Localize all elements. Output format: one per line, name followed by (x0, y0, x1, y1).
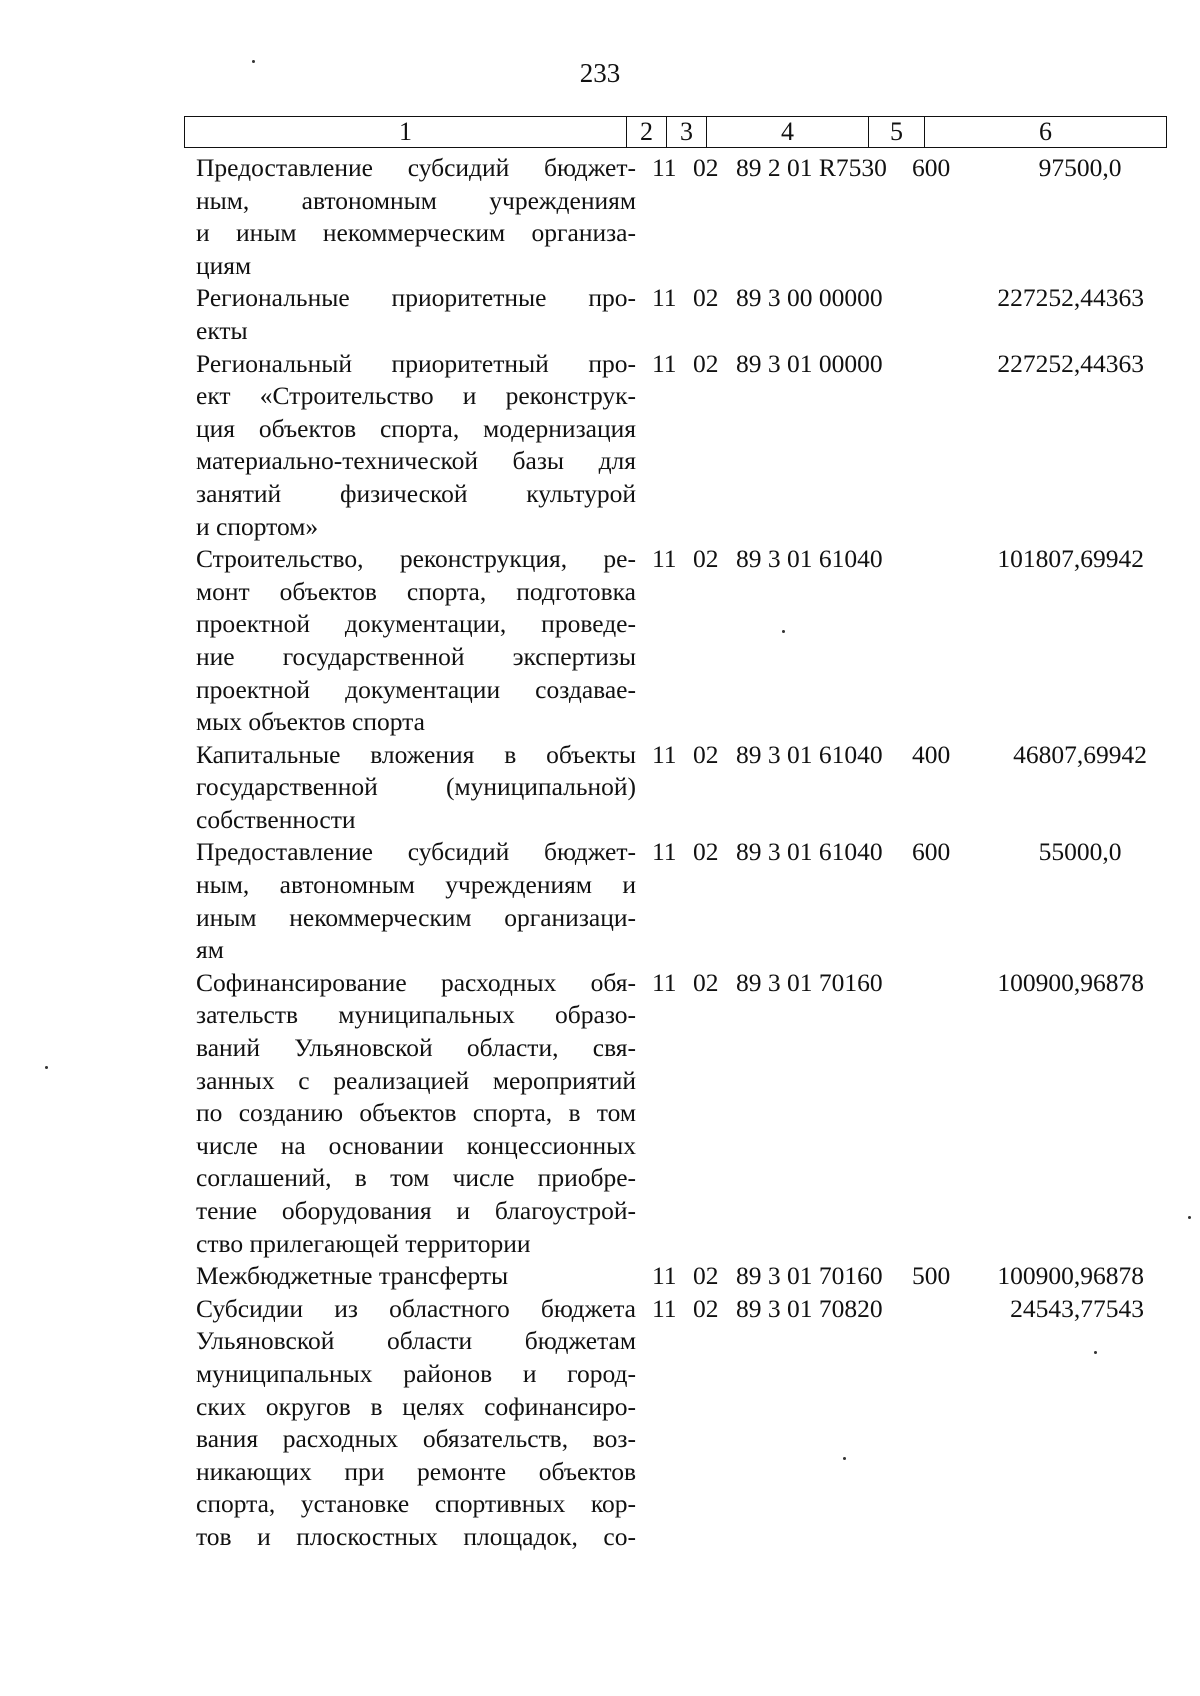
description-line: зательств муниципальных образо- (196, 1000, 636, 1030)
description-line: циям (196, 250, 252, 280)
table-row (0, 348, 1200, 544)
description-line: по созданию объектов спорта, в том (196, 1098, 636, 1128)
description-line: ние государственной экспертизы (196, 641, 636, 671)
description-line: соглашений, в том числе приобре- (196, 1163, 636, 1193)
description-line: монт объектов спорта, подготовка (196, 576, 636, 606)
scan-speck (843, 1457, 846, 1460)
description-line: Софинансирование расходных обя- (196, 967, 636, 997)
row-section: 11 (652, 348, 677, 378)
description-line: ваний Ульяновской области, свя- (196, 1033, 636, 1063)
row-description (196, 543, 636, 739)
description-line: вания расходных обязательств, воз- (196, 1424, 636, 1454)
row-expense-type: 600 (912, 153, 951, 182)
description-line: ект «Строительство и реконструк- (196, 381, 636, 411)
row-target-article: 89 3 01 70820 (736, 1293, 883, 1323)
description-line: собственности (196, 804, 356, 834)
scan-speck (782, 630, 785, 633)
row-amount: 100900,96878 (997, 1261, 1144, 1291)
description-line: проектной документации, проведе- (196, 609, 636, 639)
description-line: муниципальных районов и город- (196, 1358, 636, 1388)
description-line: Предоставление субсидий бюджет- (196, 153, 636, 182)
row-subsection: 02 (693, 348, 719, 378)
description-line: ских округов в целях софинансиро- (196, 1391, 636, 1421)
description-line: ство прилегающей территории (196, 1228, 531, 1258)
table-row (0, 967, 1200, 1260)
page-number: 233 (579, 58, 621, 88)
description-line: Субсидии из областного бюджета (196, 1293, 636, 1323)
description-line: ям (196, 935, 224, 965)
description-line: ным, автономным учреждениям (196, 185, 636, 215)
row-amount: 101807,69942 (997, 544, 1144, 574)
description-line: ным, автономным учреждениям и (196, 870, 636, 900)
row-section: 11 (652, 739, 677, 769)
row-subsection: 02 (693, 837, 719, 867)
table-body (0, 152, 1200, 1554)
table-row (0, 836, 1200, 966)
description-line: иным некоммерческим организаци- (196, 902, 636, 932)
row-section: 11 (652, 967, 677, 997)
row-target-article: 89 3 01 00000 (736, 348, 883, 378)
row-target-article: 89 3 01 61040 (736, 544, 883, 574)
description-line: никающих при ремонте объектов (196, 1456, 636, 1486)
row-description (196, 1260, 636, 1293)
description-line: ция объектов спорта, модернизация (196, 413, 636, 443)
table-row (0, 1260, 1200, 1293)
row-target-article: 89 3 01 61040 (736, 837, 883, 867)
description-line: Ульяновской области бюджетам (196, 1326, 636, 1356)
scan-speck (252, 60, 255, 63)
table-row (0, 739, 1200, 837)
description-line: Межбюджетные трансферты (196, 1261, 509, 1291)
row-description (196, 1293, 636, 1554)
description-line: Строительство, реконструкция, ре- (196, 544, 636, 574)
row-section: 11 (652, 544, 677, 574)
row-description (196, 836, 636, 966)
row-subsection: 02 (693, 283, 719, 313)
row-target-article: 89 3 01 70160 (736, 967, 883, 997)
description-line: Капитальные вложения в объекты (196, 739, 636, 769)
row-amount: 97500,0 (1038, 153, 1122, 182)
row-amount: 227252,44363 (997, 283, 1144, 313)
header-col-6: 6 (925, 117, 1167, 148)
table-row (0, 543, 1200, 739)
row-amount: 24543,77543 (1010, 1293, 1144, 1323)
header-col-4: 4 (707, 117, 869, 148)
description-line: материально-технической базы для (196, 446, 636, 476)
description-line: государственной (муниципальной) (196, 772, 636, 802)
row-description (196, 967, 636, 1260)
description-line: и иным некоммерческим организа- (196, 218, 636, 248)
header-col-2: 2 (627, 117, 667, 148)
scan-speck (1094, 1351, 1097, 1354)
row-description (196, 739, 636, 837)
row-description (196, 282, 636, 347)
row-amount: 46807,69942 (1013, 739, 1147, 769)
description-line: Региональный приоритетный про- (196, 348, 636, 378)
description-line: числе на основании концессионных (196, 1130, 636, 1160)
row-expense-type: 500 (912, 1261, 951, 1291)
row-subsection: 02 (693, 739, 719, 769)
row-expense-type: 400 (912, 739, 951, 769)
row-section: 11 (652, 1261, 677, 1291)
row-amount: 55000,0 (1038, 837, 1122, 867)
row-amount: 227252,44363 (997, 348, 1144, 378)
table-row (0, 282, 1200, 347)
description-line: занятий физической культурой (196, 478, 636, 508)
row-section: 11 (652, 283, 677, 313)
table-row (0, 152, 1200, 282)
table-header (184, 116, 1167, 148)
row-section: 11 (652, 837, 677, 867)
row-subsection: 02 (693, 967, 719, 997)
row-target-article: 89 3 01 61040 (736, 739, 883, 769)
row-expense-type: 600 (912, 837, 951, 867)
scan-speck (45, 1066, 48, 1069)
header-col-5: 5 (869, 117, 925, 148)
description-line: и спортом» (196, 511, 319, 541)
row-target-article: 89 2 01 R7530 (736, 153, 887, 182)
row-section: 11 (652, 1293, 677, 1323)
row-section: 11 (652, 153, 677, 182)
row-amount: 100900,96878 (997, 967, 1144, 997)
row-description (196, 348, 636, 544)
description-line: Предоставление субсидий бюджет- (196, 837, 636, 867)
header-col-1: 1 (185, 117, 627, 148)
description-line: занных с реализацией мероприятий (196, 1065, 636, 1095)
description-line: проектной документации создавае- (196, 674, 636, 704)
header-col-3: 3 (667, 117, 707, 148)
description-line: тение оборудования и благоустрой- (196, 1196, 636, 1225)
row-subsection: 02 (693, 1261, 719, 1291)
row-subsection: 02 (693, 153, 719, 182)
row-target-article: 89 3 01 70160 (736, 1261, 883, 1291)
description-line: тов и плоскостных площадок, со- (196, 1521, 636, 1551)
row-subsection: 02 (693, 544, 719, 574)
table-row (0, 1293, 1200, 1554)
row-subsection: 02 (693, 1293, 719, 1323)
description-line: мых объектов спорта (196, 707, 425, 737)
description-line: екты (196, 315, 248, 345)
row-target-article: 89 3 00 00000 (736, 283, 883, 313)
row-description (196, 152, 636, 282)
scan-speck (1188, 1216, 1191, 1219)
description-line: Региональные приоритетные про- (196, 283, 636, 313)
description-line: спорта, установке спортивных кор- (196, 1489, 636, 1519)
